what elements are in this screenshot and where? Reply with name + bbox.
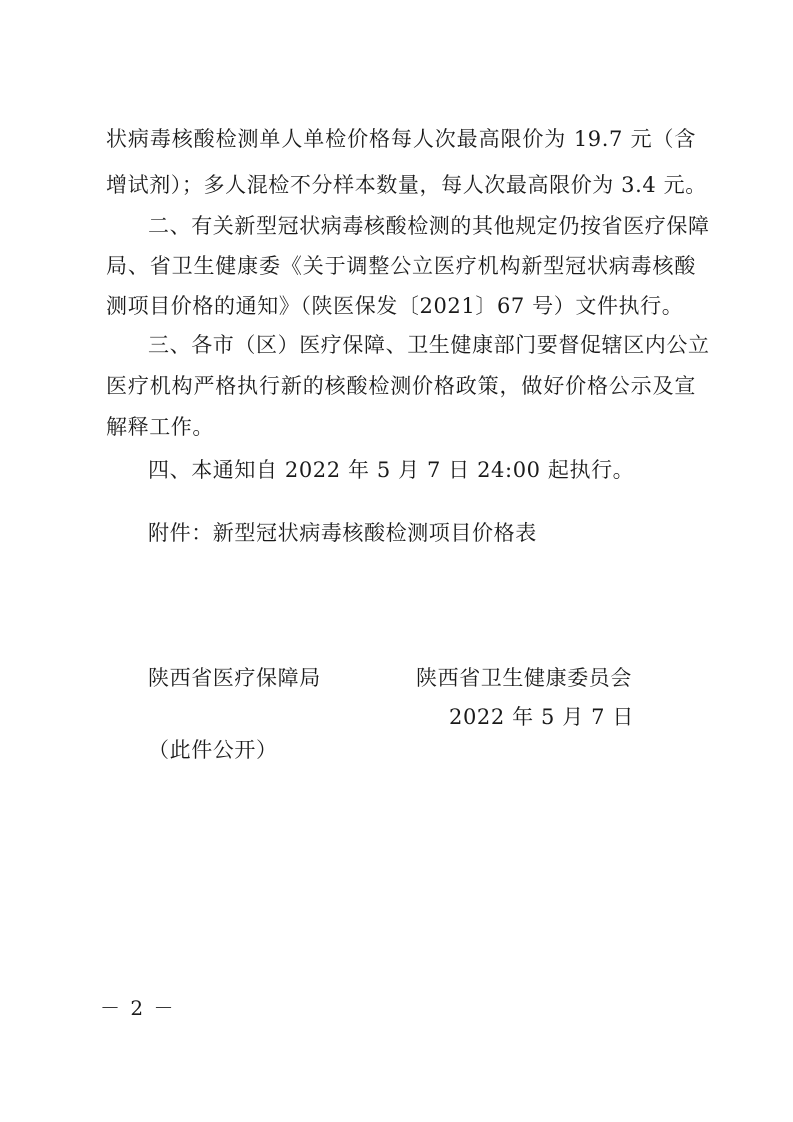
paragraph-3-line-2: 医疗机构严格执行新的核酸检测价格政策，做好价格公示及宣: [106, 374, 696, 398]
attachment-line: 附件：新型冠状病毒核酸检测项目价格表: [148, 521, 537, 545]
paragraph-4-line-1: 四、本通知自 2022 年 5 月 7 日 24:00 起执行。: [148, 458, 635, 482]
paragraph-1-line-2: 增试剂）；多人混检不分样本数量，每人次最高限价为 3.4 元。: [106, 173, 707, 197]
paragraph-2-line-3: 测项目价格的通知》（陕医保发〔2021〕67 号）文件执行。: [106, 294, 684, 318]
paragraph-3-line-3: 解释工作。: [106, 415, 214, 439]
signature-org-left: 陕西省医疗保障局: [148, 666, 321, 690]
paragraph-2-line-2: 局、省卫生健康委《关于调整公立医疗机构新型冠状病毒核酸: [106, 254, 696, 278]
paragraph-1-line-1: 状病毒核酸检测单人单检价格每人次最高限价为 19.7 元（含: [106, 127, 696, 151]
paragraph-2-line-1: 二、有关新型冠状病毒核酸检测的其他规定仍按省医疗保障: [148, 214, 710, 238]
page-number: － 2 －: [100, 996, 176, 1020]
signature-org-right: 陕西省卫生健康委员会: [416, 666, 632, 690]
signature-date: 2022 年 5 月 7 日: [449, 705, 634, 729]
disclosure-note: （此件公开）: [148, 738, 278, 762]
paragraph-3-line-1: 三、各市（区）医疗保障、卫生健康部门要督促辖区内公立: [148, 333, 710, 357]
